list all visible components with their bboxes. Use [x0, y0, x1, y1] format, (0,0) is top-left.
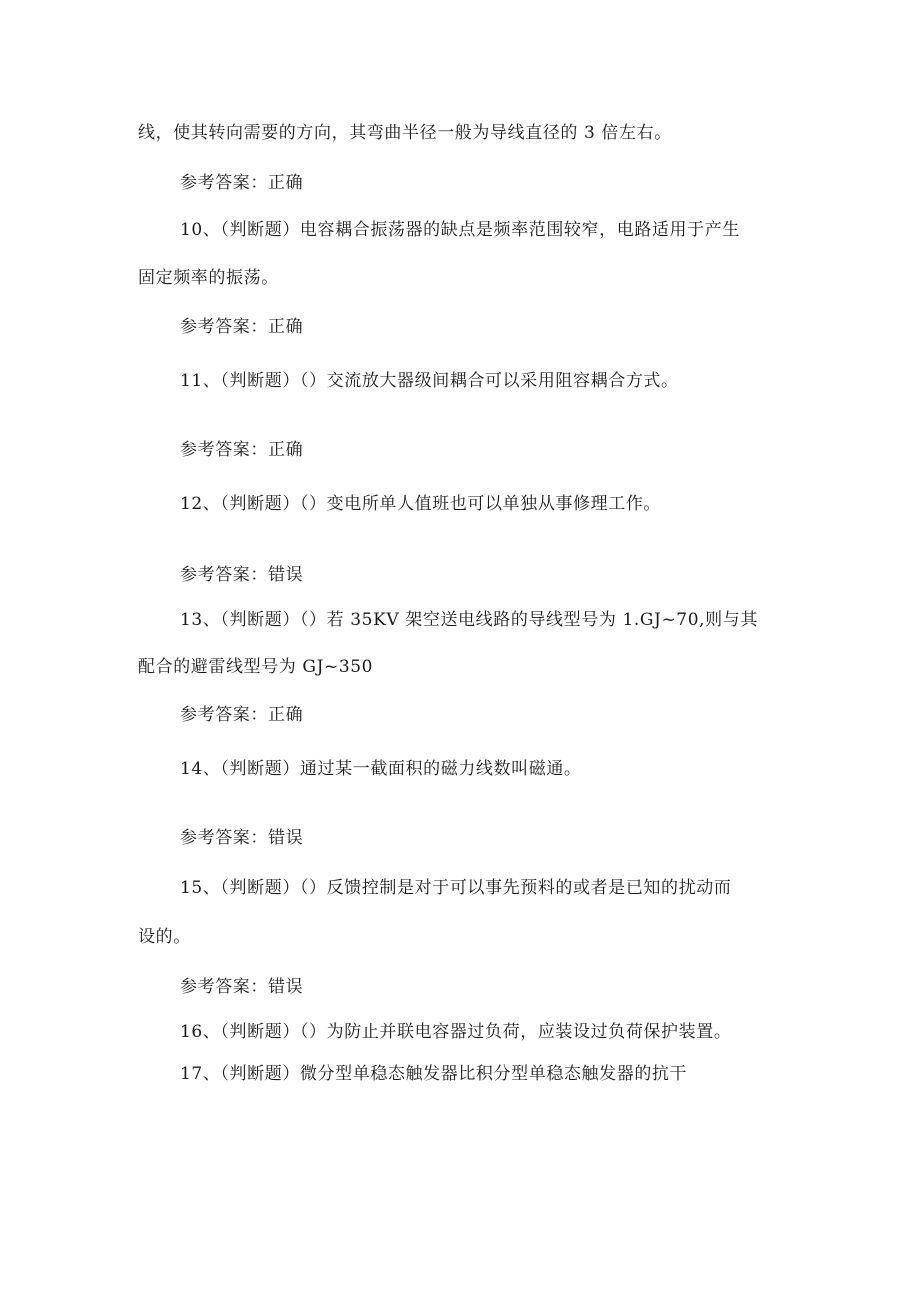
answer-9: 参考答案：正确: [180, 173, 304, 193]
answer-15: 参考答案：错误: [180, 977, 304, 997]
question-9-continuation: 线，使其转向需要的方向，其弯曲半径一般为导线直径的 3 倍左右。: [138, 123, 672, 143]
question-15-line-1: 15、（判断题）（）反馈控制是对于可以事先预料的或者是已知的扰动而: [180, 878, 732, 898]
answer-10: 参考答案：正确: [180, 317, 304, 337]
question-10-line-2: 固定频率的振荡。: [138, 268, 279, 288]
question-13-line-1: 13、（判断题）（）若 35KV 架空送电线路的导线型号为 1.GJ~70,则与其: [180, 610, 758, 630]
question-12: 12、（判断题）（）变电所单人值班也可以单独从事修理工作。: [180, 494, 662, 514]
question-10-line-1: 10、（判断题）电容耦合振荡器的缺点是频率范围较窄，电路适用于产生: [180, 220, 740, 240]
answer-14: 参考答案：错误: [180, 828, 304, 848]
question-17: 17、（判断题）微分型单稳态触发器比积分型单稳态触发器的抗干: [180, 1064, 688, 1084]
question-11: 11、（判断题）（）交流放大器级间耦合可以采用阻容耦合方式。: [180, 371, 679, 391]
question-13-line-2: 配合的避雷线型号为 GJ~350: [138, 657, 374, 677]
question-14: 14、（判断题）通过某一截面积的磁力线数叫磁通。: [180, 759, 582, 779]
answer-11: 参考答案：正确: [180, 440, 304, 460]
answer-13: 参考答案：正确: [180, 705, 304, 725]
answer-12: 参考答案：错误: [180, 565, 304, 585]
question-16: 16、（判断题）（）为防止并联电容器过负荷，应装设过负荷保护装置。: [180, 1022, 732, 1042]
question-15-line-2: 设的。: [138, 927, 191, 947]
